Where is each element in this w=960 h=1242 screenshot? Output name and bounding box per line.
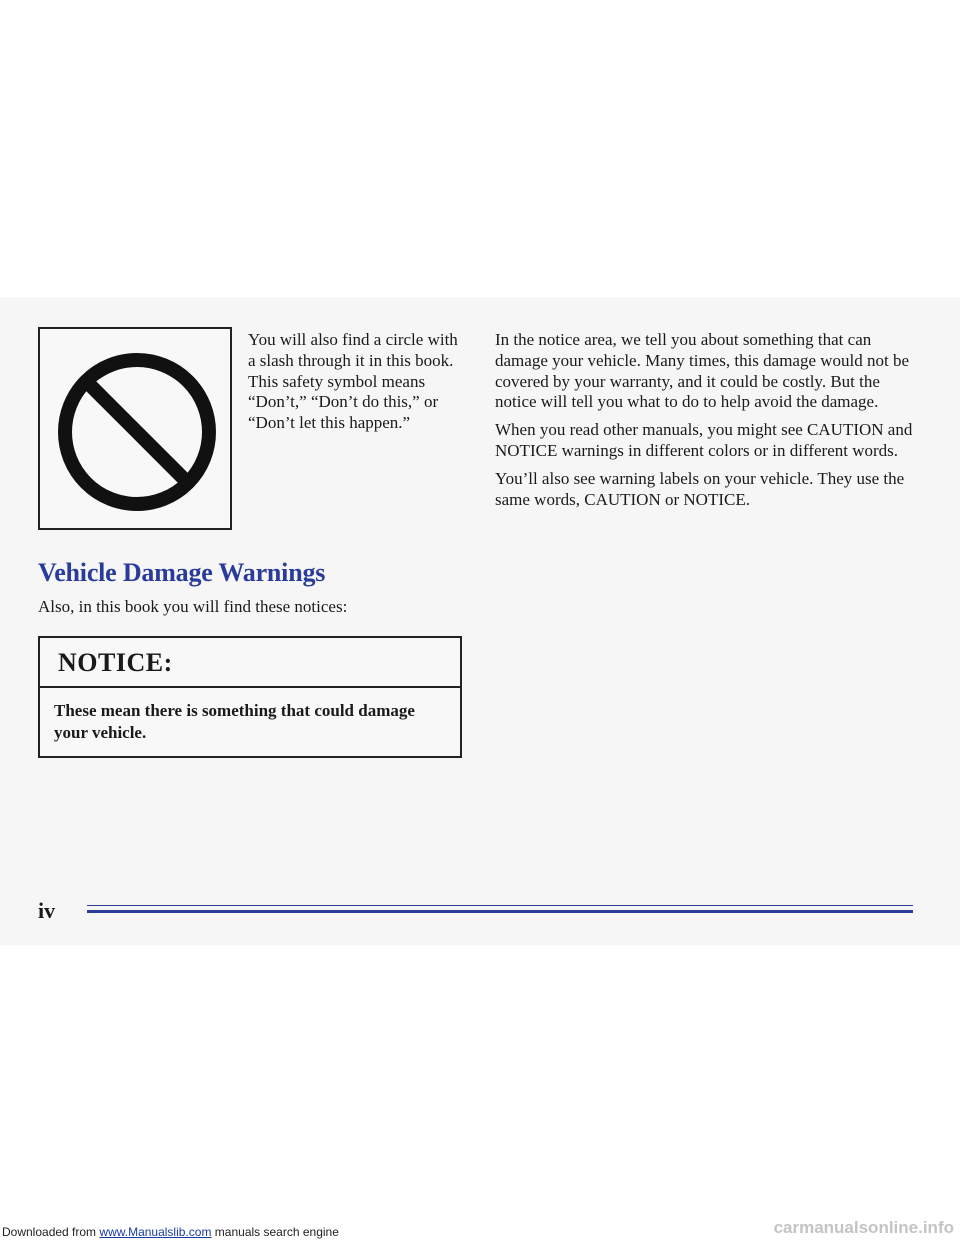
prohibition-circle-slash-icon <box>54 349 220 515</box>
notice-box <box>38 636 462 758</box>
download-footer <box>2 1225 339 1239</box>
notice-divider <box>40 686 460 688</box>
paragraph: You’ll also see warning labels on your vehicle. They use the same words, CAUTION or NOTICE. <box>495 468 905 509</box>
footer-rule-thin <box>87 905 913 906</box>
safety-symbol-box <box>38 327 232 530</box>
notice-title: NOTICE: <box>58 648 173 677</box>
section-heading: Vehicle Damage Warnings <box>38 558 326 587</box>
page-number: iv <box>38 898 56 923</box>
right-column <box>495 330 920 517</box>
watermark: carmanualsonline.info <box>773 1218 954 1237</box>
paragraph: When you read other manuals, you might see CAUTION and NOTICE warnings in different colors or in different words. <box>495 420 913 460</box>
footer-prefix: Downloaded from <box>2 1225 97 1239</box>
footer-rule-thick <box>87 910 913 913</box>
symbol-description: You will also find a circle with a slash through it in this book. This safety symbol means “Don’t,” “Don’t do this,” or “Don’t let this happen.” <box>248 330 458 433</box>
manualslib-link[interactable]: www.Manualslib.com <box>99 1225 212 1239</box>
intro-text: Also, in this book you will find these notices: <box>38 597 348 616</box>
footer-suffix: manuals search engine <box>214 1225 339 1239</box>
paragraph: In the notice area, we tell you about something that can damage your vehicle. Many times, this damage would not be covered by your warranty, and it could be costly. But the notice will tell you what to do to help avoid the damage. <box>495 330 910 412</box>
notice-body: These mean there is something that could damage your vehicle. <box>54 701 415 742</box>
